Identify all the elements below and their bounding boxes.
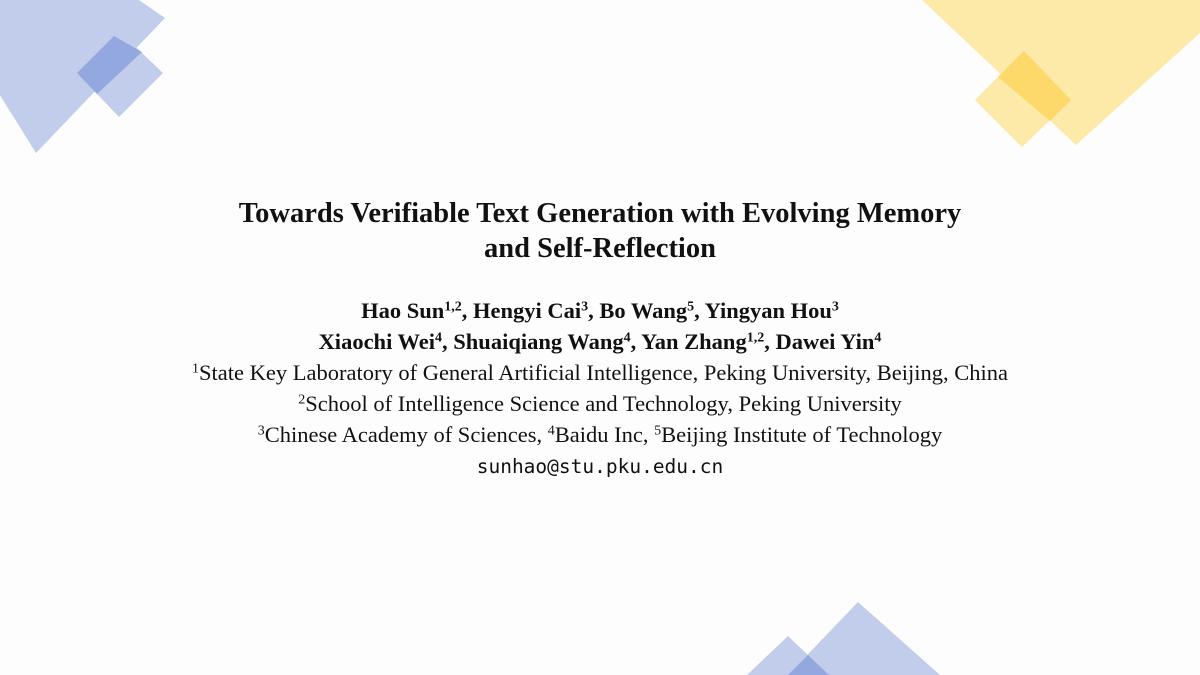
- author-name: [599, 298, 694, 323]
- top-right-large-diamond: [922, 0, 1200, 145]
- author-name-text: Dawei Yin: [775, 329, 875, 354]
- author-name: [319, 329, 442, 354]
- author-list: [0, 295, 1200, 357]
- contact-email: sunhao@stu.pku.edu.cn: [476, 455, 724, 478]
- affiliation-text: Chinese Academy of Sciences,: [264, 422, 548, 447]
- author-affiliation-marker: 1,2: [444, 299, 462, 315]
- author-name-text: Hao Sun: [361, 298, 445, 323]
- affiliation-list: [0, 357, 1200, 450]
- affiliation-text: Baidu Inc,: [554, 422, 655, 447]
- author-name-text: Hengyi Cai: [473, 298, 582, 323]
- author-separator: ,: [764, 329, 776, 354]
- affiliation: [654, 422, 942, 447]
- author-line-2: [0, 326, 1200, 357]
- author-affiliation-marker: 5: [687, 299, 695, 315]
- top-right-overlap-diamond: [998, 51, 1071, 121]
- author-name-text: Yingyan Hou: [704, 298, 832, 323]
- author-name: [705, 298, 839, 323]
- author-name-text: Yan Zhang: [641, 329, 747, 354]
- author-name-text: Shuaiqiang Wang: [453, 329, 624, 354]
- affiliation-line-2: [0, 388, 1200, 419]
- author-line-1: [0, 295, 1200, 326]
- author-name: [775, 329, 881, 354]
- top-left-large-diamond: [0, 0, 165, 153]
- author-name: [361, 298, 462, 323]
- affiliation-line-1: [0, 357, 1200, 388]
- bottom-large-diamond: [788, 602, 940, 675]
- author-name: [453, 329, 630, 354]
- author-affiliation-marker: 4: [435, 330, 443, 346]
- affiliation: [298, 391, 901, 416]
- affiliation-marker: 3: [257, 423, 265, 439]
- author-affiliation-marker: 4: [874, 330, 882, 346]
- affiliation-marker: 2: [298, 392, 306, 408]
- author-separator: ,: [630, 329, 642, 354]
- affiliation: [192, 360, 1008, 385]
- author-affiliation-marker: 3: [581, 299, 589, 315]
- author-separator: ,: [442, 329, 454, 354]
- author-separator: ,: [694, 298, 705, 323]
- author-name-text: Xiaochi Wei: [318, 329, 436, 354]
- affiliation-marker: 5: [654, 423, 662, 439]
- top-right-small-diamond: [975, 51, 1071, 147]
- author-affiliation-marker: 1,2: [746, 330, 765, 346]
- author-affiliation-marker: 4: [623, 330, 631, 346]
- author-name: [641, 329, 764, 354]
- title-slide: [0, 196, 1200, 482]
- affiliation: [548, 422, 654, 447]
- affiliation: [258, 422, 548, 447]
- affiliation-text: Beijing Institute of Technology: [661, 422, 943, 447]
- author-affiliation-marker: 3: [831, 299, 839, 315]
- paper-title-line-2: and Self-Reflection: [484, 233, 716, 264]
- bottom-small-diamond: [747, 636, 829, 675]
- affiliation-marker: 1: [192, 361, 200, 377]
- author-separator: ,: [588, 298, 600, 323]
- paper-title-line-1: Towards Verifiable Text Generation with Evolving Memory: [238, 198, 962, 229]
- bottom-overlap-diamond: [788, 655, 829, 675]
- top-left-overlap-diamond: [77, 36, 142, 94]
- paper-title: [0, 196, 1200, 266]
- affiliation-marker: 4: [547, 423, 555, 439]
- author-separator: ,: [461, 298, 473, 323]
- affiliation-text: State Key Laboratory of General Artificial Intelligence, Peking University, Beijing, China: [199, 360, 1008, 385]
- affiliation-text: School of Intelligence Science and Technology, Peking University: [305, 391, 902, 416]
- affiliation-line-3: [0, 419, 1200, 450]
- author-name-text: Bo Wang: [599, 298, 688, 323]
- author-name: [473, 298, 588, 323]
- top-left-small-diamond: [77, 31, 163, 117]
